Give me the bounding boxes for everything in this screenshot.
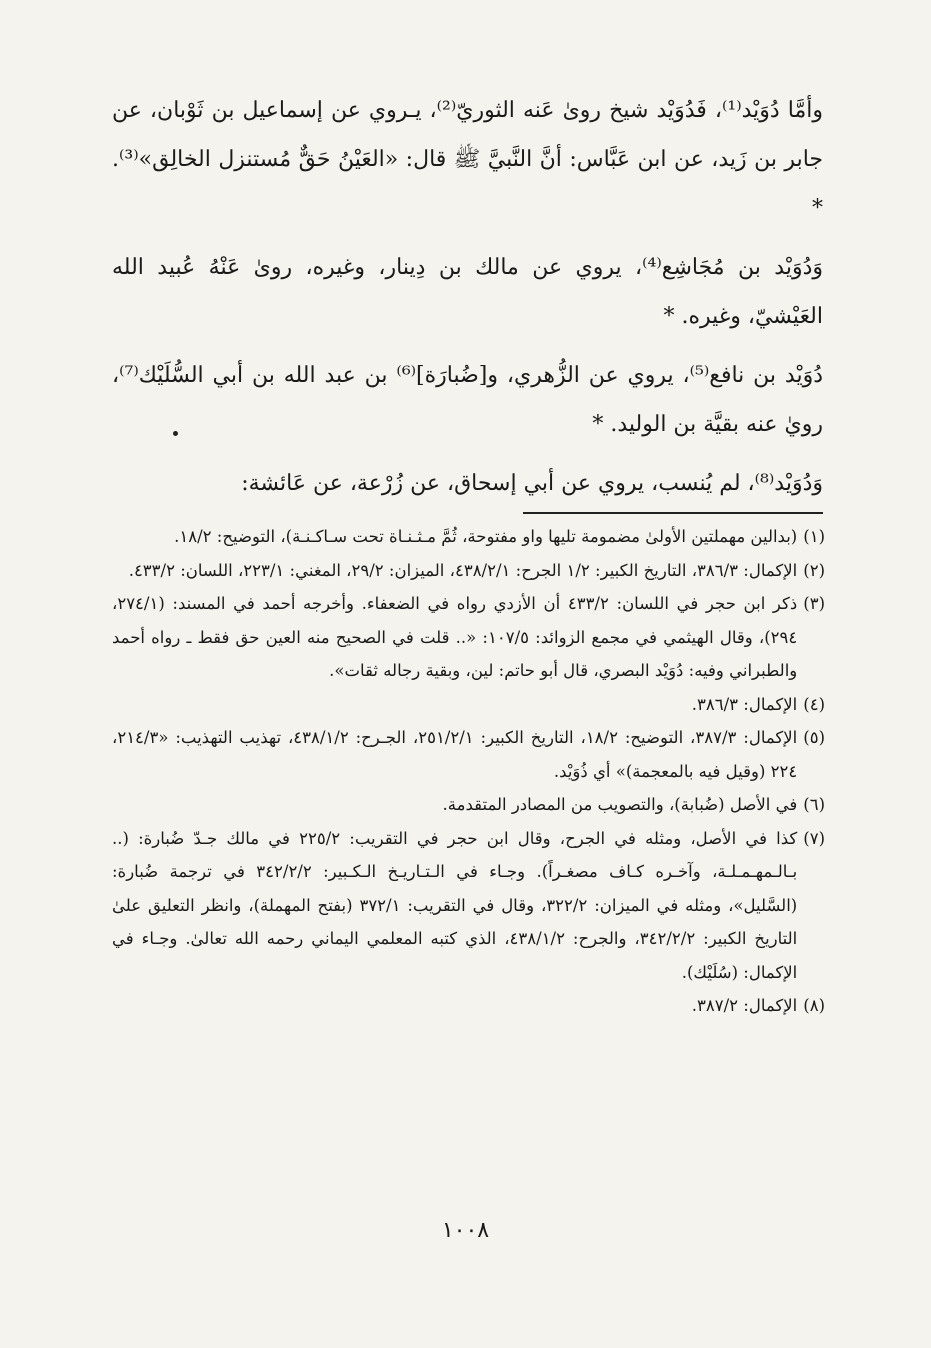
paragraph-dowaid: وأمَّا دُوَيْد⁽¹⁾، فَدُوَيْد شيخ روىٰ عَنه الثوريّ⁽²⁾، يـروي عن إسماعيل بن ثَوْبان، عن جابر بن زَيد، عن ابن عَبَّاس: أنَّ النَّبيَّ ﷺ قال: «العَيْنُ حَقٌّ مُستنزل الخالِق»⁽³⁾. * <box>112 98 823 221</box>
footnote <box>112 989 825 1023</box>
footnote-text: الإكمال: ٣٨٧/٢. <box>691 996 798 1015</box>
footnote-text: ذكر ابن حجر في اللسان: ٤٣٣/٢ أن الأزدي رواه في الضعفاء. وأخرجه أحمد في المسند: (٢٧٤/١، ٢٩٤)، وقال الهيثمي في مجمع الزوائد: ١٠٧/٥: «.. قلت في الصحيح منه العين حق فقط ـ رواه أحمد والطبراني وفيه: دُوَيْد البصري، قال أبو حاتم: لين، وبقية رجاله ثقات». <box>112 594 798 680</box>
footnote-number: (٧) <box>803 828 825 848</box>
paragraph-dowaid-unattributed: وَدُوَيْد⁽⁸⁾، لم يُنسب، يروي عن أبي إسحاق، عن زُرْعة، عن عَائشة: <box>241 471 823 496</box>
footnote-text: كذا في الأصل، ومثله في الجرح، وقال ابن حجر في التقريب: ٢٢٥/٢ في مالك جـدّ ضُبارة: (.. بـالـمهـمـلـة، وآخـره كـاف مصغـراً). وجـاء في الـتـاريـخ الـكـبير: ٣٤٢/٢/٢ في ترجمة ضُبارة: (السَّليل»، ومثله في الميزان: ٣٢٢/٢، وقال في التقريب: ٣٧٢/١ (بفتح المهملة)، وانظر التعليق علىٰ التاريخ الكبير: ٣٤٢/٢/٢، والجرح: ٤٣٨/١/٢، الذي كتبه المعلمي اليماني رحمه الله تعالىٰ. وجـاء في الإكمال: (سُلَيْك). <box>112 828 798 982</box>
footnote-text: الإكمال: ٣٨٧/٣، التوضيح: ١٨/٢، التاريخ الكبير: ٢٥١/٢/١، الجـرح: ٤٣٨/١/٢، تهذيب التهذيب: «٢١٤/٣، ٢٢٤ (وقيل فيه بالمعجمة)» أي ذُوَيْد. <box>112 728 798 781</box>
footnote <box>112 520 825 554</box>
footnote <box>112 788 825 822</box>
main-text <box>112 86 823 518</box>
paragraph-dowaid-nafi: دُوَيْد بن نافع⁽⁵⁾، يروي عن الزُّهري، و[ضُبارَة]⁽⁶⁾ بن عبد الله بن أبي السُّلَيْك⁽⁷⁾، رويٰ عنه بقيَّة بن الوليد. * <box>112 363 823 437</box>
footnote-number: (٣) <box>803 594 825 613</box>
footnote-number: (٤) <box>803 694 825 714</box>
footnote-number: (٥) <box>803 728 825 747</box>
footnote-text: في الأصل (ضُبابة)، والتصويب من المصادر المتقدمة. <box>442 795 798 814</box>
paragraph-dowaid-mujashi: وَدُوَيْد بن مُجَاشِع⁽⁴⁾، يروي عن مالك بن دِينار، وغيره، روىٰ عَنْهُ عُبيد الله العَيْشيّ، وغيره. * <box>112 255 823 329</box>
footnote <box>112 688 825 722</box>
footnotes <box>112 520 825 1023</box>
footnote-text: الإكمال: ٣٨٦/٣، التاريخ الكبير: ١/٢ الجرح: ٤٣٨/٢/١، الميزان: ٢٩/٢، المغني: ٢٢٣/١، اللسان: ٤٣٣/٢. <box>128 560 798 580</box>
footnote-separator <box>523 512 823 514</box>
ink-dot <box>173 431 178 436</box>
footnote-number: (١) <box>803 527 825 546</box>
footnote-text: الإكمال: ٣٨٦/٣. <box>691 694 798 714</box>
footnote-number: (٦) <box>803 795 825 814</box>
footnote-number: (٨) <box>803 996 825 1015</box>
footnote <box>112 721 825 788</box>
footnote <box>112 822 825 990</box>
page-number: ١٠٠٨ <box>441 1218 490 1243</box>
footnote <box>112 587 825 688</box>
footnote <box>112 554 825 588</box>
footnote-text: (بدالين مهملتين الأولىٰ مضمومة تليها واو مفتوحة، ثُمَّ مـثـنـاة تحت سـاكـنـة)، التوضيح: ١٨/٢. <box>174 527 798 546</box>
footnote-number: (٢) <box>803 560 825 580</box>
